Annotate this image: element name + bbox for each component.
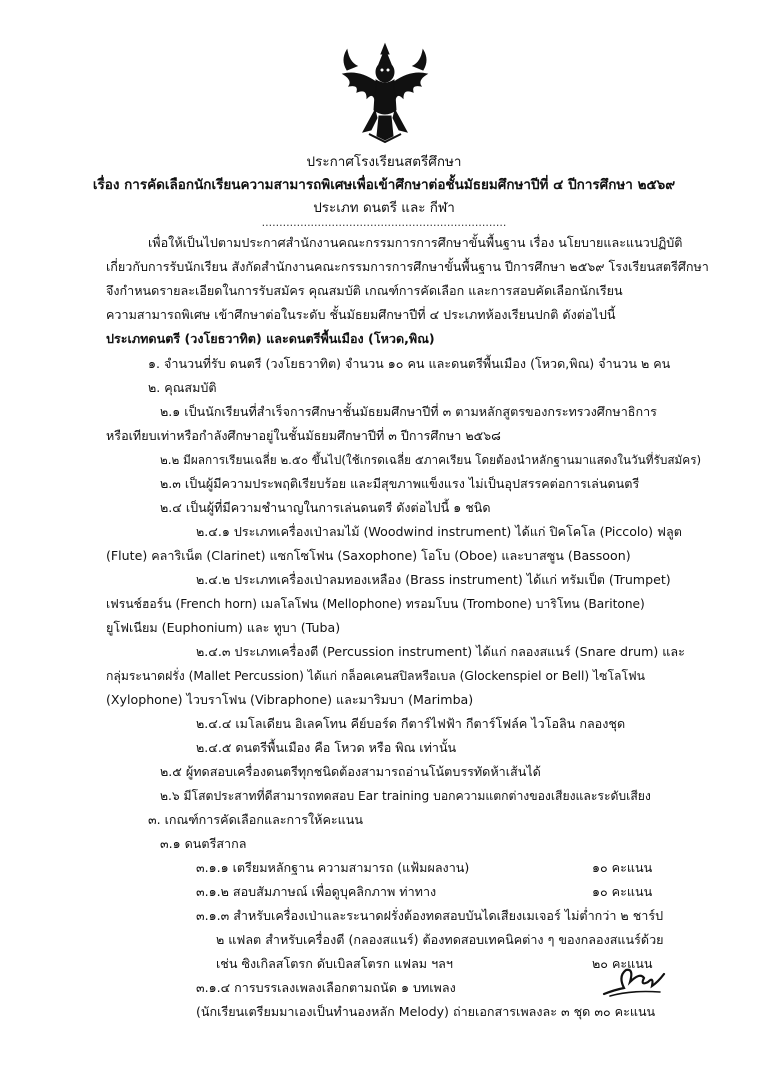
list-item: ๓.๑.๑ เตรียมหลักฐาน ความสามารถ (แฟ้มผลงาน) [196, 860, 470, 875]
announcement-subject: เรื่อง การคัดเลือกนักเรียนความสามารถพิเศษเพื่อเข้าศึกษาต่อชั้นมัธยมศึกษาปีที่ ๔ ปีการศึกษา ๒๕๖๙ [92, 177, 676, 193]
signature [600, 960, 668, 1000]
list-item: ๒.๖ มีโสตประสาทที่ดีสามารถทดสอบ Ear training บอกความแตกต่างของเสียงและระดับเสียง [160, 789, 651, 803]
score-value: ๑๐ คะแนน [592, 860, 653, 875]
list-item: (Xylophone) ไวบราโฟน (Vibraphone) และมาริมบา (Marimba) [106, 692, 474, 707]
list-item: ๒.๑ เป็นนักเรียนที่สำเร็จการศึกษาชั้นมัธยมศึกษาปีที่ ๓ ตามหลักสูตรของกระทรวงศึกษาธิการ [160, 404, 657, 419]
list-item: ๓.๑.๔ การบรรเลงเพลงเลือกตามถนัด ๑ บทเพลง [196, 980, 456, 995]
list-item: ๓. เกณฑ์การคัดเลือกและการให้คะแนน [148, 812, 363, 827]
list-item: ๒.๔.๑ ประเภทเครื่องเป่าลมไม้ (Woodwind instrument) ได้แก่ ปิคโคโล (Piccolo) ฟลูต [196, 524, 682, 539]
list-item: กลุ่มระนาดฝรั่ง (Mallet Percussion) ได้แก่ กล็อคเคนสปิลหรือเบล (Glockenspiel or Bell) ไซโลโฟน [106, 669, 645, 683]
list-item: ๒.๔ เป็นผู้ที่มีความชำนาญในการเล่นดนตรี ดังต่อไปนี้ ๑ ชนิด [160, 500, 491, 515]
list-item: ๒.๓ เป็นผู้มีความประพฤติเรียบร้อย และมีสุขภาพแข็งแรง ไม่เป็นอุปสรรคต่อการเล่นดนตรี [160, 476, 640, 491]
garuda-emblem [333, 40, 437, 144]
score-value: ๑๐ คะแนน [592, 884, 653, 899]
intro-line: เกี่ยวกับการรับนักเรียน สังกัดสำนักงานคณะกรรมการการศึกษาขั้นพื้นฐาน ปีการศึกษา ๒๕๖๙ โรงเรียนสตรีศึกษา [106, 259, 709, 274]
list-item: หรือเทียบเท่าหรือกำลังศึกษาอยู่ในชั้นมัธยมศึกษาปีที่ ๓ ปีการศึกษา ๒๕๖๘ [106, 428, 501, 443]
title-separator: ...................................................................... [261, 216, 507, 229]
list-item: ๒ แฟลต สำหรับเครื่องตี (กลองสแนร์) ต้องทดสอบเทคนิคต่าง ๆ ของกลองสแนร์ด้วย [216, 932, 664, 947]
list-item: ๒.๒ มีผลการเรียนเฉลี่ย ๒.๕๐ ขึ้นไป(ใช้เกรดเฉลี่ย ๕ภาคเรียน โดยต้องนำหลักฐานมาแสดงในวันที่รับสมัคร) [160, 453, 702, 467]
list-item: ๒.๔.๕ ดนตรีพื้นเมือง คือ โหวด หรือ พิณ เท่านั้น [196, 740, 457, 755]
list-item: ยูโฟเนียม (Euphonium) และ ทูบา (Tuba) [106, 620, 341, 635]
list-item: ๒.๔.๓ ประเภทเครื่องตี (Percussion instrument) ได้แก่ กลองสแนร์ (Snare drum) และ [196, 644, 685, 659]
list-item: (Flute) คลาริเน็ต (Clarinet) แซกโซโฟน (Saxophone) โอโบ (Oboe) และบาสซูน (Bassoon) [106, 548, 631, 563]
list-item: ๒. คุณสมบัติ [148, 380, 217, 395]
list-item: (นักเรียนเตรียมมาเองเป็นทำนองหลัก Melody) ถ่ายเอกสารเพลงละ ๓ ชุด ๓๐ คะแนน [196, 1004, 656, 1019]
list-item: ๓.๑.๒ สอบสัมภาษณ์ เพื่อดูบุคลิกภาพ ท่าทาง [196, 884, 437, 899]
score-value: ๒๐ คะแนน [592, 956, 653, 971]
list-item: ๒.๔.๒ ประเภทเครื่องเป่าลมทองเหลือง (Brass instrument) ได้แก่ ทรัมเป็ต (Trumpet) [196, 572, 671, 587]
list-item: ๓.๑.๓ สำหรับเครื่องเป่าและระนาดฝรั่งต้องทดสอบบันไดเสียงเมเจอร์ ไม่ต่ำกว่า ๒ ชาร์ป [196, 908, 664, 923]
list-item: เช่น ซิงเกิลสโตรก ดับเบิลสโตรก แฟลม ฯลฯ [216, 956, 453, 971]
announcement-title: ประกาศโรงเรียนสตรีศึกษา [306, 154, 462, 170]
intro-line: จึงกำหนดรายละเอียดในการรับสมัคร คุณสมบัติ เกณฑ์การคัดเลือก และการสอบคัดเลือกนักเรียน [106, 283, 623, 298]
list-item: ๓.๑ ดนตรีสากล [160, 836, 247, 851]
announcement-category: ประเภท ดนตรี และ กีฬา [313, 200, 455, 216]
section-heading: ประเภทดนตรี (วงโยธวาทิต) และดนตรีพื้นเมือง (โหวด,พิณ) [106, 331, 435, 346]
intro-line: เพื่อให้เป็นไปตามประกาศสำนักงานคณะกรรมการการศึกษาขั้นพื้นฐาน เรื่อง นโยบายและแนวปฏิบัติ [148, 235, 683, 250]
list-item: ๑. จำนวนที่รับ ดนตรี (วงโยธวาทิต) จำนวน ๑๐ คน และดนตรีพื้นเมือง (โหวด,พิณ) จำนวน ๒ คน [148, 356, 671, 371]
list-item: เฟรนช์ฮอร์น (French horn) เมลโลโฟน (Mellophone) ทรอมโบน (Trombone) บาริโทน (Baritone) [106, 597, 645, 611]
list-item: ๒.๕ ผู้ทดสอบเครื่องดนตรีทุกชนิดต้องสามารถอ่านโน้ตบรรทัดห้าเส้นได้ [160, 764, 541, 779]
intro-line: ความสามารถพิเศษ เข้าศึกษาต่อในระดับ ชั้นมัธยมศึกษาปีที่ ๔ ประเภทห้องเรียนปกติ ดังต่อไปนี้ [106, 307, 616, 322]
list-item: ๒.๔.๔ เมโลเดียน อิเลคโทน คีย์บอร์ด กีตาร์ไฟฟ้า กีตาร์โฟล์ค ไวโอลิน กลองชุด [196, 716, 626, 731]
